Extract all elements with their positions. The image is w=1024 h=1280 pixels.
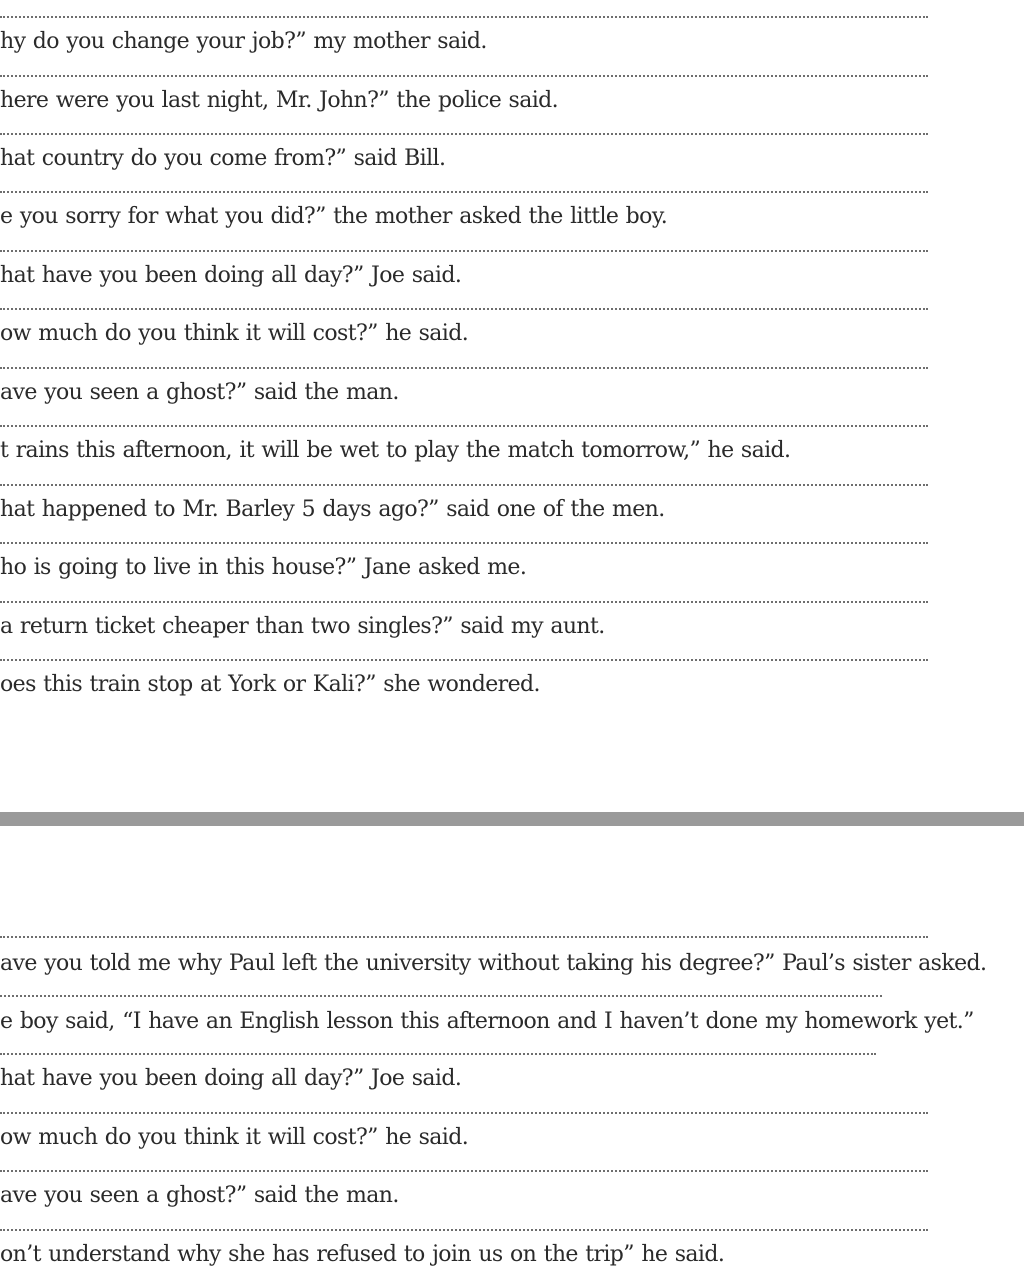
exercise-sentence: ow much do you think it will cost?” he said. xyxy=(0,321,469,346)
exercise-sentence: ave you told me why Paul left the university without taking his degree?” Paul’s sister asked. xyxy=(0,951,987,976)
exercise-sentence: hat have you been doing all day?” Joe said. xyxy=(0,1066,462,1091)
exercise-sentence: on’t understand why she has refused to join us on the trip” he said. xyxy=(0,1242,725,1267)
exercise-sentence: oes this train stop at York or Kali?” she wondered. xyxy=(0,672,540,697)
answer-line xyxy=(0,659,928,661)
answer-line xyxy=(0,1170,928,1172)
answer-line xyxy=(0,484,928,486)
answer-line xyxy=(0,367,928,369)
exercise-sentence: hy do you change your job?” my mother said. xyxy=(0,29,487,54)
exercise-sentence: hat happened to Mr. Barley 5 days ago?” said one of the men. xyxy=(0,497,665,522)
answer-line xyxy=(0,1053,876,1055)
exercise-sentence: hat have you been doing all day?” Joe said. xyxy=(0,263,462,288)
answer-line xyxy=(0,16,928,18)
exercise-sentence: ho is going to live in this house?” Jane asked me. xyxy=(0,555,527,580)
exercise-sentence: hat country do you come from?” said Bill. xyxy=(0,146,446,171)
answer-line xyxy=(0,133,928,135)
exercise-sentence: ow much do you think it will cost?” he said. xyxy=(0,1125,469,1150)
exercise-sentence: here were you last night, Mr. John?” the police said. xyxy=(0,88,559,113)
answer-line xyxy=(0,250,928,252)
answer-line xyxy=(0,75,928,77)
answer-line xyxy=(0,1112,928,1114)
exercise-sentence: a return ticket cheaper than two singles?” said my aunt. xyxy=(0,614,605,639)
exercise-sentence: e you sorry for what you did?” the mother asked the little boy. xyxy=(0,204,668,229)
exercise-sentence: e boy said, “I have an English lesson this afternoon and I haven’t done my homework yet.” xyxy=(0,1009,974,1034)
exercise-sentence: ave you seen a ghost?” said the man. xyxy=(0,380,399,405)
answer-line xyxy=(0,425,928,427)
answer-line xyxy=(0,542,928,544)
answer-line xyxy=(0,1229,928,1231)
answer-line xyxy=(0,191,928,193)
page-separator xyxy=(0,812,1024,826)
exercise-sentence: t rains this afternoon, it will be wet to play the match tomorrow,” he said. xyxy=(0,438,791,463)
worksheet-page-bottom xyxy=(0,826,1024,1280)
exercise-sentence: ave you seen a ghost?” said the man. xyxy=(0,1183,399,1208)
answer-line xyxy=(0,601,928,603)
answer-line xyxy=(0,308,928,310)
answer-line xyxy=(0,995,882,997)
answer-line xyxy=(0,936,928,938)
